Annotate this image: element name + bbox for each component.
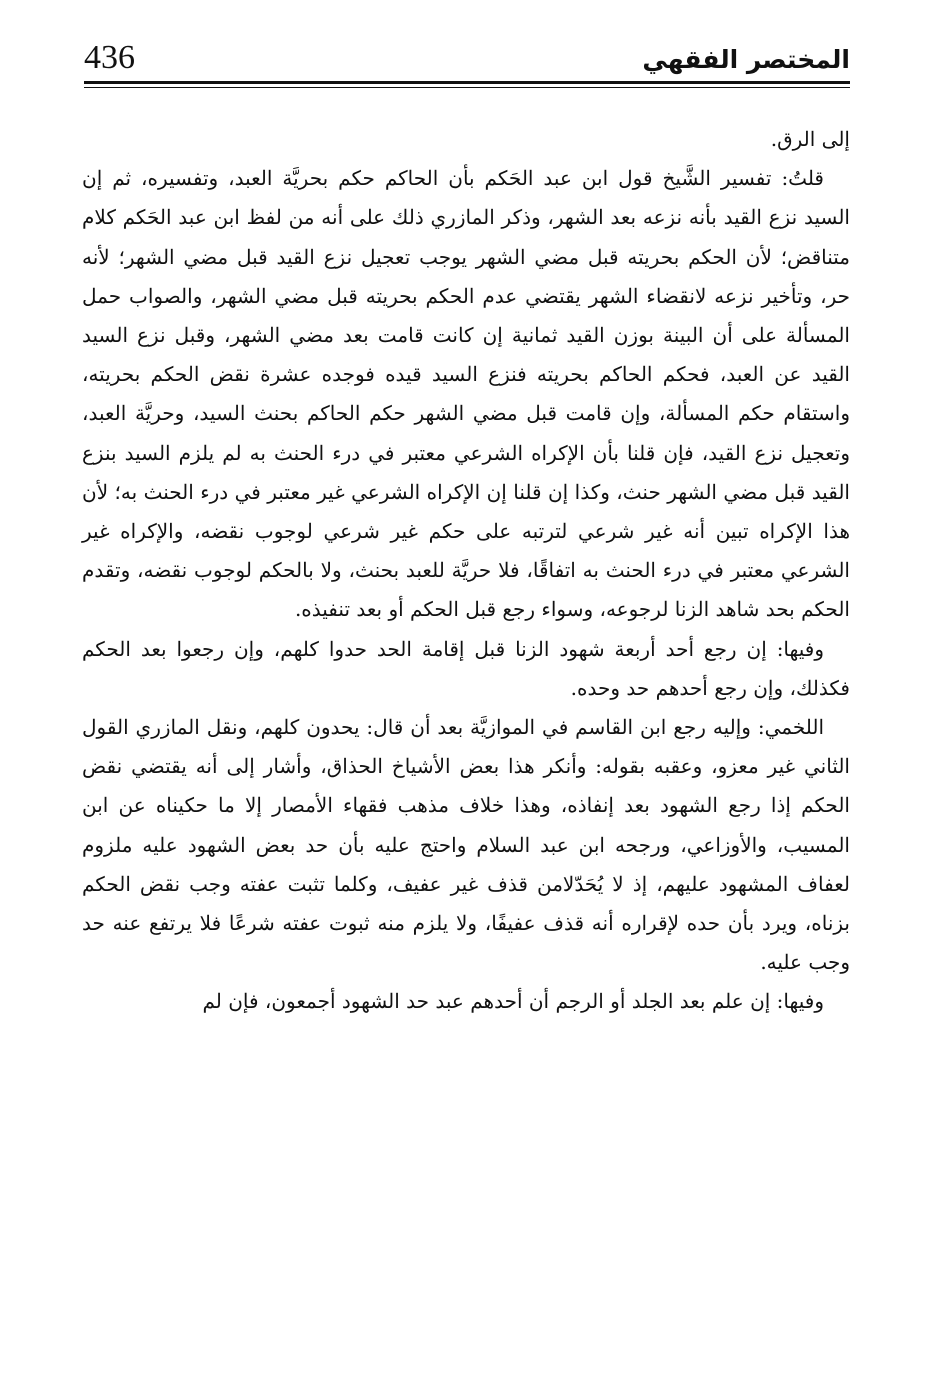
paragraph-continuation: إلى الرق.: [770, 127, 850, 151]
paragraph-qultu: قلتُ: تفسير الشَّيخ قول ابن عبد الحَكم بأن الحاكم حكم بحريَّة العبد، وتفسيره، ثم إن السيد نزع القيد بأنه نزعه بعد الشهر، وذكر المازري ذلك على أنه من لفظ ابن عبد الحَكم كلام متناقض؛ لأن الحكم بحريته قبل مضي الشهر يوجب تعجيل نزع القيد قبل مضي الشهر؛ لأنه حر، وتأخير نزعه لانقضاء الشهر يقتضي عدم الحكم بحريته قبل مضي الشهر، والصواب حمل المسألة على أن البينة بوزن القيد ثمانية إن كانت قامت بعد مضي الشهر، وقبل نزع السيد القيد عن العبد، فحكم الحاكم بحريته فنزع السيد قيده فوجده عشرة نقض الحكم بحريته، واستقام حكم المسألة، وإن قامت قبل مضي الشهر حكم الحاكم بحنث السيد، وحريَّة العبد، وتعجيل نزع القيد، فإن قلنا بأن الإكراه الشرعي معتبر في درء الحنث به لم يلزم السيد بنزع القيد قبل مضي الشهر حنث، وكذا إن قلنا إن الإكراه الشرعي غير معتبر في درء الحنث به؛ لأن هذا الإكراه تبين أنه غير شرعي لترتبه على حكم غير شرعي لوجوب نقضه، والإكراه غير الشرعي معتبر في درء الحنث به اتفاقًا، فلا حريَّة للعبد بحنث، ولا بالحكم لوجوب نقضه، وتقدم الحكم بحد شاهد الزنا لرجوعه، وسواء رجع قبل الحكم أو بعد تنفيذه.: [82, 166, 850, 622]
book-title: المختصر الفقهي: [642, 45, 850, 74]
paragraph-al-lakhmi: اللخمي: وإليه رجع ابن القاسم في الموازيَّة بعد أن قال: يحدون كلهم، ونقل المازري القول الثاني غير معزو، وعقبه بقوله: وأنكر هذا بعض الأشياخ الحذاق، وأشار إلى أنه يقتضي نقض الحكم إذا رجع الشهود بعد إنفاذه، وهذا خلاف مذهب فقهاء الأمصار إلا ما حكيناه عن ابن المسيب، والأوزاعي، ورجحه ابن عبد السلام واحتج عليه بأن حد بعض الشهود عليه ملزوم لعفاف المشهود عليهم، إذ لا يُحَدّلامن قذف غير عفيف، وكلما تثبت عفته وجب نقض الحكم بزناه، ويرد بأن حده لإقراره أنه قذف عفيفًا، ولا يلزم منه ثبوت عفته شرعًا فلا يرتفع عنه حد وجب عليه.: [82, 715, 850, 975]
paragraph-wa-fiha-2: وفيها: إن علم بعد الجلد أو الرجم أن أحدهم عبد حد الشهود أجمعون، فإن لم: [202, 989, 824, 1014]
header-rule-thick: [84, 81, 850, 84]
header-rule-thin: [84, 87, 850, 88]
page-header: [84, 36, 850, 88]
body-text: [82, 120, 850, 1022]
paragraph-wa-fiha-1: وفيها: إن رجع أحد أربعة شهود الزنا قبل إقامة الحد حدوا كلهم، وإن رجعوا بعد الحكم فكذلك، وإن رجع أحدهم حد وحده.: [82, 636, 850, 700]
page-number: 436: [84, 39, 135, 76]
